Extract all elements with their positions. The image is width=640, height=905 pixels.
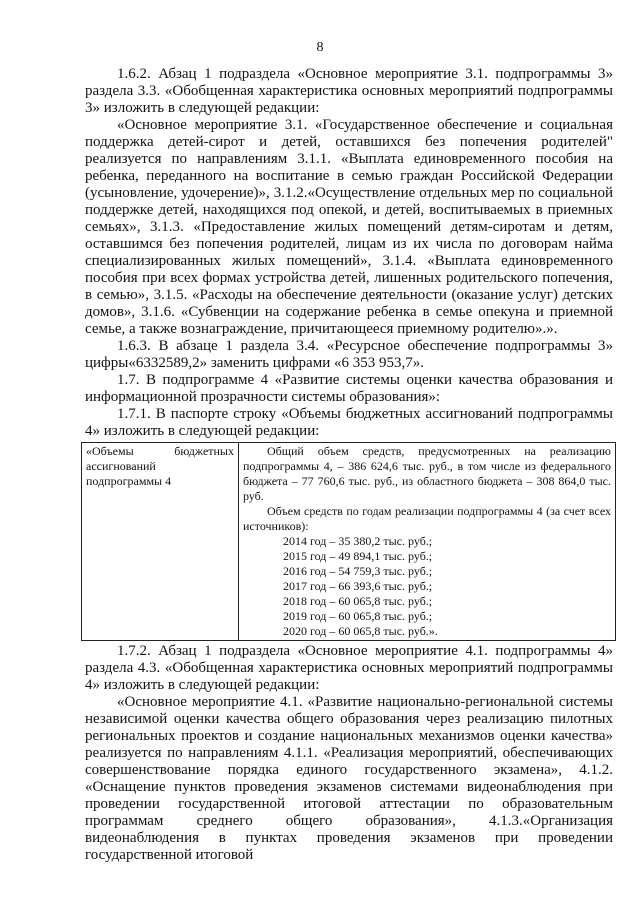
paragraph-1-7-1: 1.7.1. В паспорте строку «Объемы бюджетных ассигнований подпрограммы 4» изложить в следующей редакции: <box>85 406 613 439</box>
list-item: 2016 год – 54 759,3 тыс. руб.; <box>283 564 433 578</box>
list-item: 2018 год – 60 065,8 тыс. руб.; <box>283 594 433 608</box>
paragraph-1-7-2: 1.7.2. Абзац 1 подраздела «Основное мероприятие 4.1. подпрограммы 4» раздела 4.3. «Обобщенная характеристика основных мероприятий подпрограммы 4» изложить в следующей редакции: <box>85 643 613 693</box>
years-list <box>243 534 611 639</box>
paragraph-1-6-2: 1.6.2. Абзац 1 подраздела «Основное мероприятие 3.1. подпрограммы 3» раздела 3.3. «Обобщенная характеристика основных мероприятий подпрограммы 3» изложить в следующей редакции: <box>85 66 613 116</box>
paragraph-1-7: 1.7. В подпрограмме 4 «Развитие системы оценки качества образования и информационной прозрачности системы образования»: <box>85 372 613 405</box>
paragraph-1-6-3: 1.6.3. В абзаце 1 раздела 3.4. «Ресурсное обеспечение подпрограммы 3» цифры«6332589,2» заменить цифрами «6 353 953,7». <box>85 338 613 371</box>
passport-table <box>81 442 616 641</box>
document-body <box>85 66 613 864</box>
by-years-intro: Объем средств по годам реализации подпрограммы 4 (за счет всех источников): <box>243 504 611 533</box>
table-label-cell: «Объемы бюджетных ассигнований подпрограммы 4 <box>82 443 239 641</box>
paragraph-measure-4-1: «Основное мероприятие 4.1. «Развитие национально-региональной системы независимой оценки качества общего образования через реализацию пилотных региональных проектов и создание национальных механизмов оценки качества» реализуется по направлениям 4.1.1. «Реализация мероприятий, обеспечивающих совершенствование порядка единого государственного экзамена», 4.1.2. «Оснащение пунктов проведения экзаменов системами видеонаблюдения при проведении государственной итоговой аттестации по образовательным программам среднего общего образования», 4.1.3.«Организация видеонаблюдения в пунктах проведения экзаменов при проведении государственной итоговой <box>85 694 613 863</box>
list-item: 2019 год – 60 065,8 тыс. руб.; <box>283 609 433 623</box>
list-item: 2015 год – 49 894,1 тыс. руб.; <box>283 549 433 563</box>
list-item: 2017 год – 66 393,6 тыс. руб.; <box>283 579 433 593</box>
paragraph-measure-3-1: «Основное мероприятие 3.1. «Государственное обеспечение и социальная поддержка детей-сирот и детей, оставшихся без попечения родителей" реализуется по направлениям 3.1.1. «Выплата единовременного пособия на ребенка, переданного на воспитание в семью граждан Российской Федерации (усыновление, удочерение)», 3.1.2.«Осуществление отдельных мер по социальной поддержке детей, находящихся под опекой, и детей, воспитываемых в приемных семьях», 3.1.3. «Предоставление жилых помещений детям-сиротам и детям, оставшимся без попечения родителей, лицам из их числа по договорам найма специализированных жилых помещений», 3.1.4. «Выплата единовременного пособия при всех формах устройства детей, лишенных родительского попечения, в семью», 3.1.5. «Расходы на обеспечение деятельности (оказание услуг) детских домов», 3.1.6. «Субвенции на содержание ребенка в семье опекуна и приемной семье, а также вознаграждение, причитающееся приемному родителю».». <box>85 117 613 337</box>
total-funding-text: Общий объем средств, предусмотренных на реализацию подпрограммы 4, – 386 624,6 тыс. руб., в том числе из федерального бюджета – 77 760,6 тыс. руб., из областного бюджета – 308 864,0 тыс. руб. <box>243 444 611 503</box>
table-value-cell <box>239 443 616 641</box>
list-item: 2020 год – 60 065,8 тыс. руб.». <box>283 624 438 638</box>
table-row <box>82 443 616 641</box>
page-number: 8 <box>316 40 324 55</box>
list-item: 2014 год – 35 380,2 тыс. руб.; <box>283 534 433 548</box>
